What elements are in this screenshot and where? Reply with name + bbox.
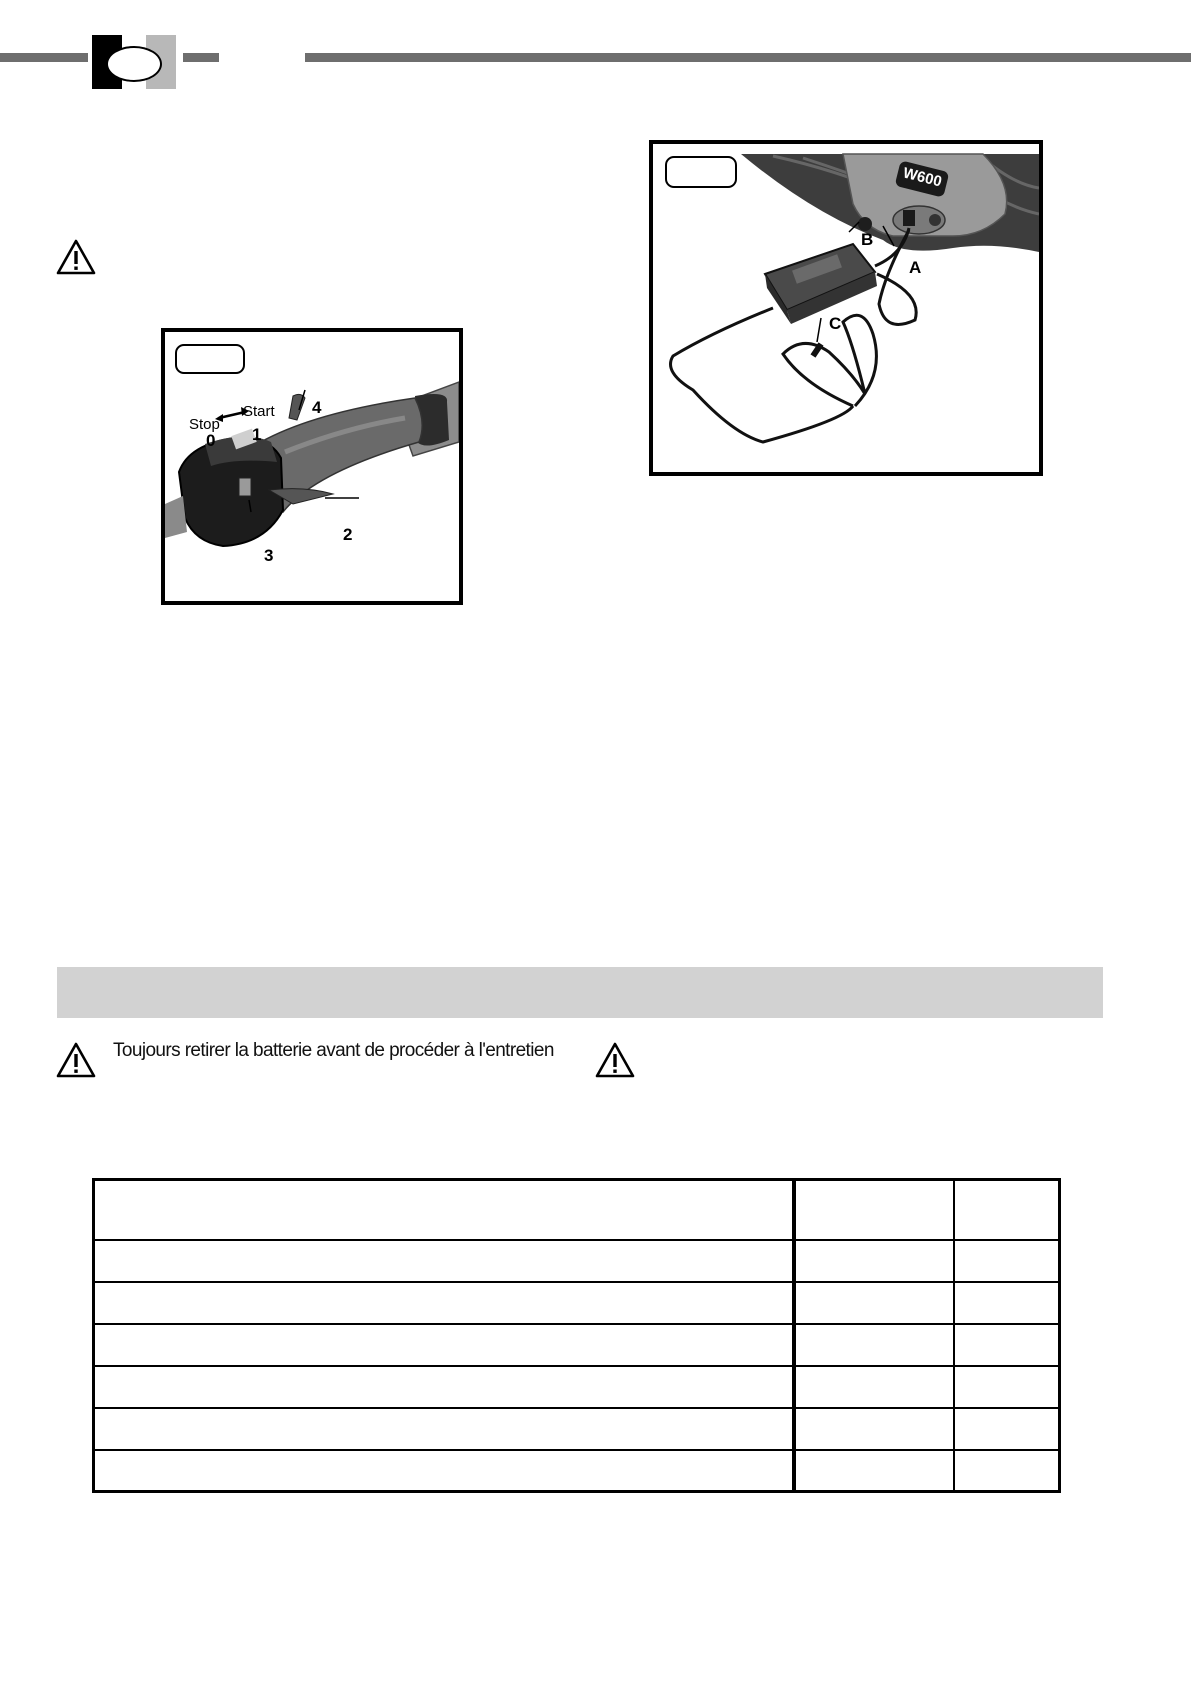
table-cell xyxy=(94,1324,794,1366)
table-cell xyxy=(794,1324,954,1366)
table-cell xyxy=(954,1180,1060,1240)
table-cell xyxy=(94,1408,794,1450)
maintenance-table xyxy=(92,1178,1061,1493)
label-c: C xyxy=(829,314,842,333)
table-cell xyxy=(954,1450,1060,1492)
table-row xyxy=(94,1282,1060,1324)
table-cell xyxy=(954,1282,1060,1324)
callout-4: 4 xyxy=(312,398,322,417)
table-cell xyxy=(794,1240,954,1282)
callout-3: 3 xyxy=(264,546,274,565)
table-row xyxy=(94,1450,1060,1492)
warning-icon xyxy=(594,1041,636,1079)
figure-handle xyxy=(161,328,463,605)
figure-tag xyxy=(665,156,737,188)
stop-label: Stop xyxy=(189,416,220,433)
callout-2: 2 xyxy=(343,525,353,544)
one-label: 1 xyxy=(252,425,262,444)
logo-badge: W600 xyxy=(901,164,944,191)
figure-charger xyxy=(649,140,1043,476)
table-cell xyxy=(794,1366,954,1408)
table-cell xyxy=(954,1240,1060,1282)
table-row xyxy=(94,1324,1060,1366)
warning-icon xyxy=(55,1041,97,1079)
header-rule-right xyxy=(305,53,1191,62)
table-cell xyxy=(954,1408,1060,1450)
table-cell xyxy=(794,1408,954,1450)
table-cell xyxy=(794,1282,954,1324)
table-row xyxy=(94,1240,1060,1282)
table-cell xyxy=(94,1180,794,1240)
label-a: A xyxy=(909,258,922,277)
table-cell xyxy=(94,1240,794,1282)
zero-label: 0 xyxy=(206,431,216,450)
start-label: Start xyxy=(243,403,275,420)
header-rule-left xyxy=(0,53,88,62)
table-cell xyxy=(954,1324,1060,1366)
table-cell xyxy=(94,1282,794,1324)
table-cell xyxy=(94,1450,794,1492)
table-cell xyxy=(794,1450,954,1492)
table-cell xyxy=(794,1180,954,1240)
table-header-row xyxy=(94,1180,1060,1240)
figure-tag xyxy=(175,344,245,374)
header-rule-small xyxy=(183,53,219,62)
warning-icon xyxy=(55,238,97,276)
label-b: B xyxy=(861,230,874,249)
table-row xyxy=(94,1408,1060,1450)
table-row xyxy=(94,1366,1060,1408)
maintenance-warning-text: Toujours retirer la batterie avant de procéder à l'entretien xyxy=(113,1040,554,1061)
header-page-oval xyxy=(106,46,162,82)
section-heading-band xyxy=(57,967,1103,1018)
table-cell xyxy=(954,1366,1060,1408)
table-cell xyxy=(94,1366,794,1408)
